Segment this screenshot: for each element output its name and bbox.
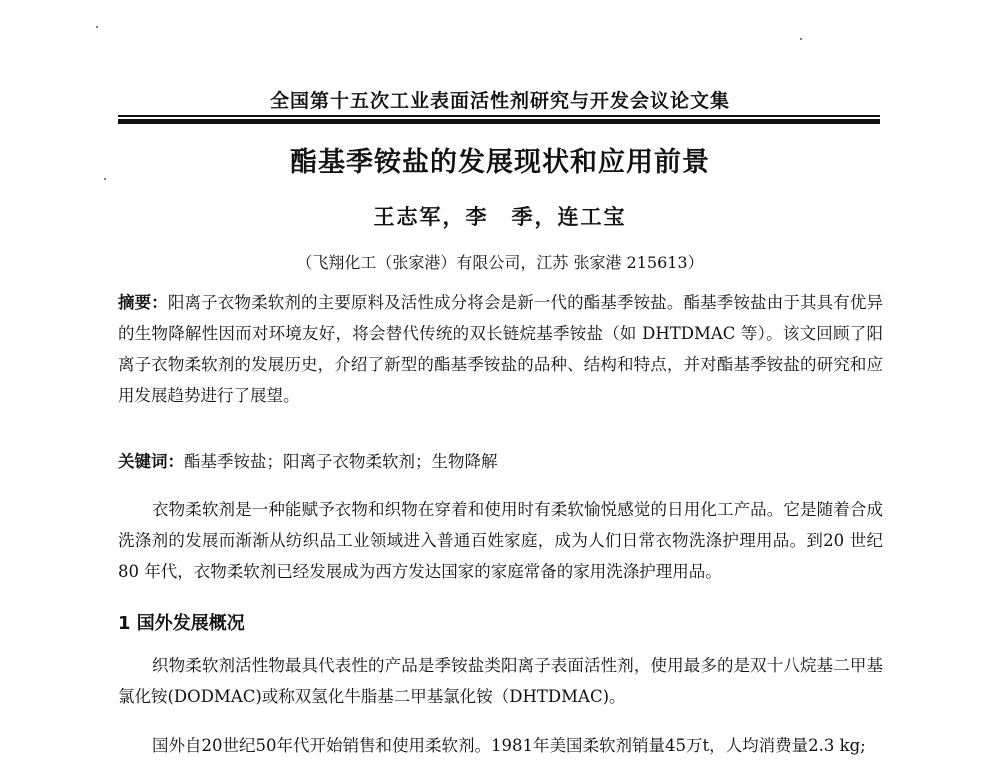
keywords-text: 酯基季铵盐；阳离子衣物柔软剂；生物降解 bbox=[184, 452, 498, 471]
section-heading: 1 国外发展概况 bbox=[118, 613, 245, 634]
abstract bbox=[118, 287, 883, 411]
header-rule-thick bbox=[118, 119, 880, 124]
keywords bbox=[118, 446, 883, 477]
abstract-text: 阳离子衣物柔软剂的主要原料及活性成分将会是新一代的酯基季铵盐。酯基季铵盐由于其具有优异的生物降解性因而对环境友好，将会替代传统的双长链烷基季铵盐（如 DHTDMAC 等）。该文回顾了阳离子衣物柔软剂的发展历史，介绍了新型的酯基季铵盐的品种、结构和特点，并对酯基季铵盐的研究和应用发展趋势进行了展望。 bbox=[118, 293, 884, 405]
scan-speck bbox=[96, 26, 98, 28]
intro-paragraph: 衣物柔软剂是一种能赋予衣物和织物在穿着和使用时有柔软愉悦感觉的日用化工产品。它是随着合成洗涤剂的发展而渐渐从纺织品工业领域进入普通百姓家庭，成为人们日常衣物洗涤护理用品。到20 世纪80 年代，衣物柔软剂已经发展成为西方发达国家的家庭常备的家用洗涤护理用品。 bbox=[118, 500, 883, 581]
paper-affiliation: （飞翔化工（张家港）有限公司，江苏 张家港 215613） bbox=[296, 253, 704, 272]
keywords-label: 关键词： bbox=[118, 452, 184, 471]
paper-authors: 王志军，李 季，连工宝 bbox=[373, 204, 627, 229]
section-paragraph: 国外自20世纪50年代开始销售和使用柔软剂。1981年美国柔软剂销量45万t，人均消费量2.3 kg; bbox=[152, 736, 866, 755]
section-paragraph: 织物柔软剂活性物最具代表性的产品是季铵盐类阳离子表面活性剂，使用最多的是双十八烷基二甲基氯化铵(DODMAC)或称双氢化牛脂基二甲基氯化铵（DHTDMAC)。 bbox=[118, 656, 883, 706]
paper-title: 酯基季铵盐的发展现状和应用前景 bbox=[290, 147, 710, 178]
abstract-label: 摘要： bbox=[118, 293, 168, 312]
scan-speck bbox=[800, 38, 802, 40]
running-header: 全国第十五次工业表面活性剂研究与开发会议论文集 bbox=[269, 90, 730, 112]
header-rule-thin bbox=[118, 115, 880, 117]
